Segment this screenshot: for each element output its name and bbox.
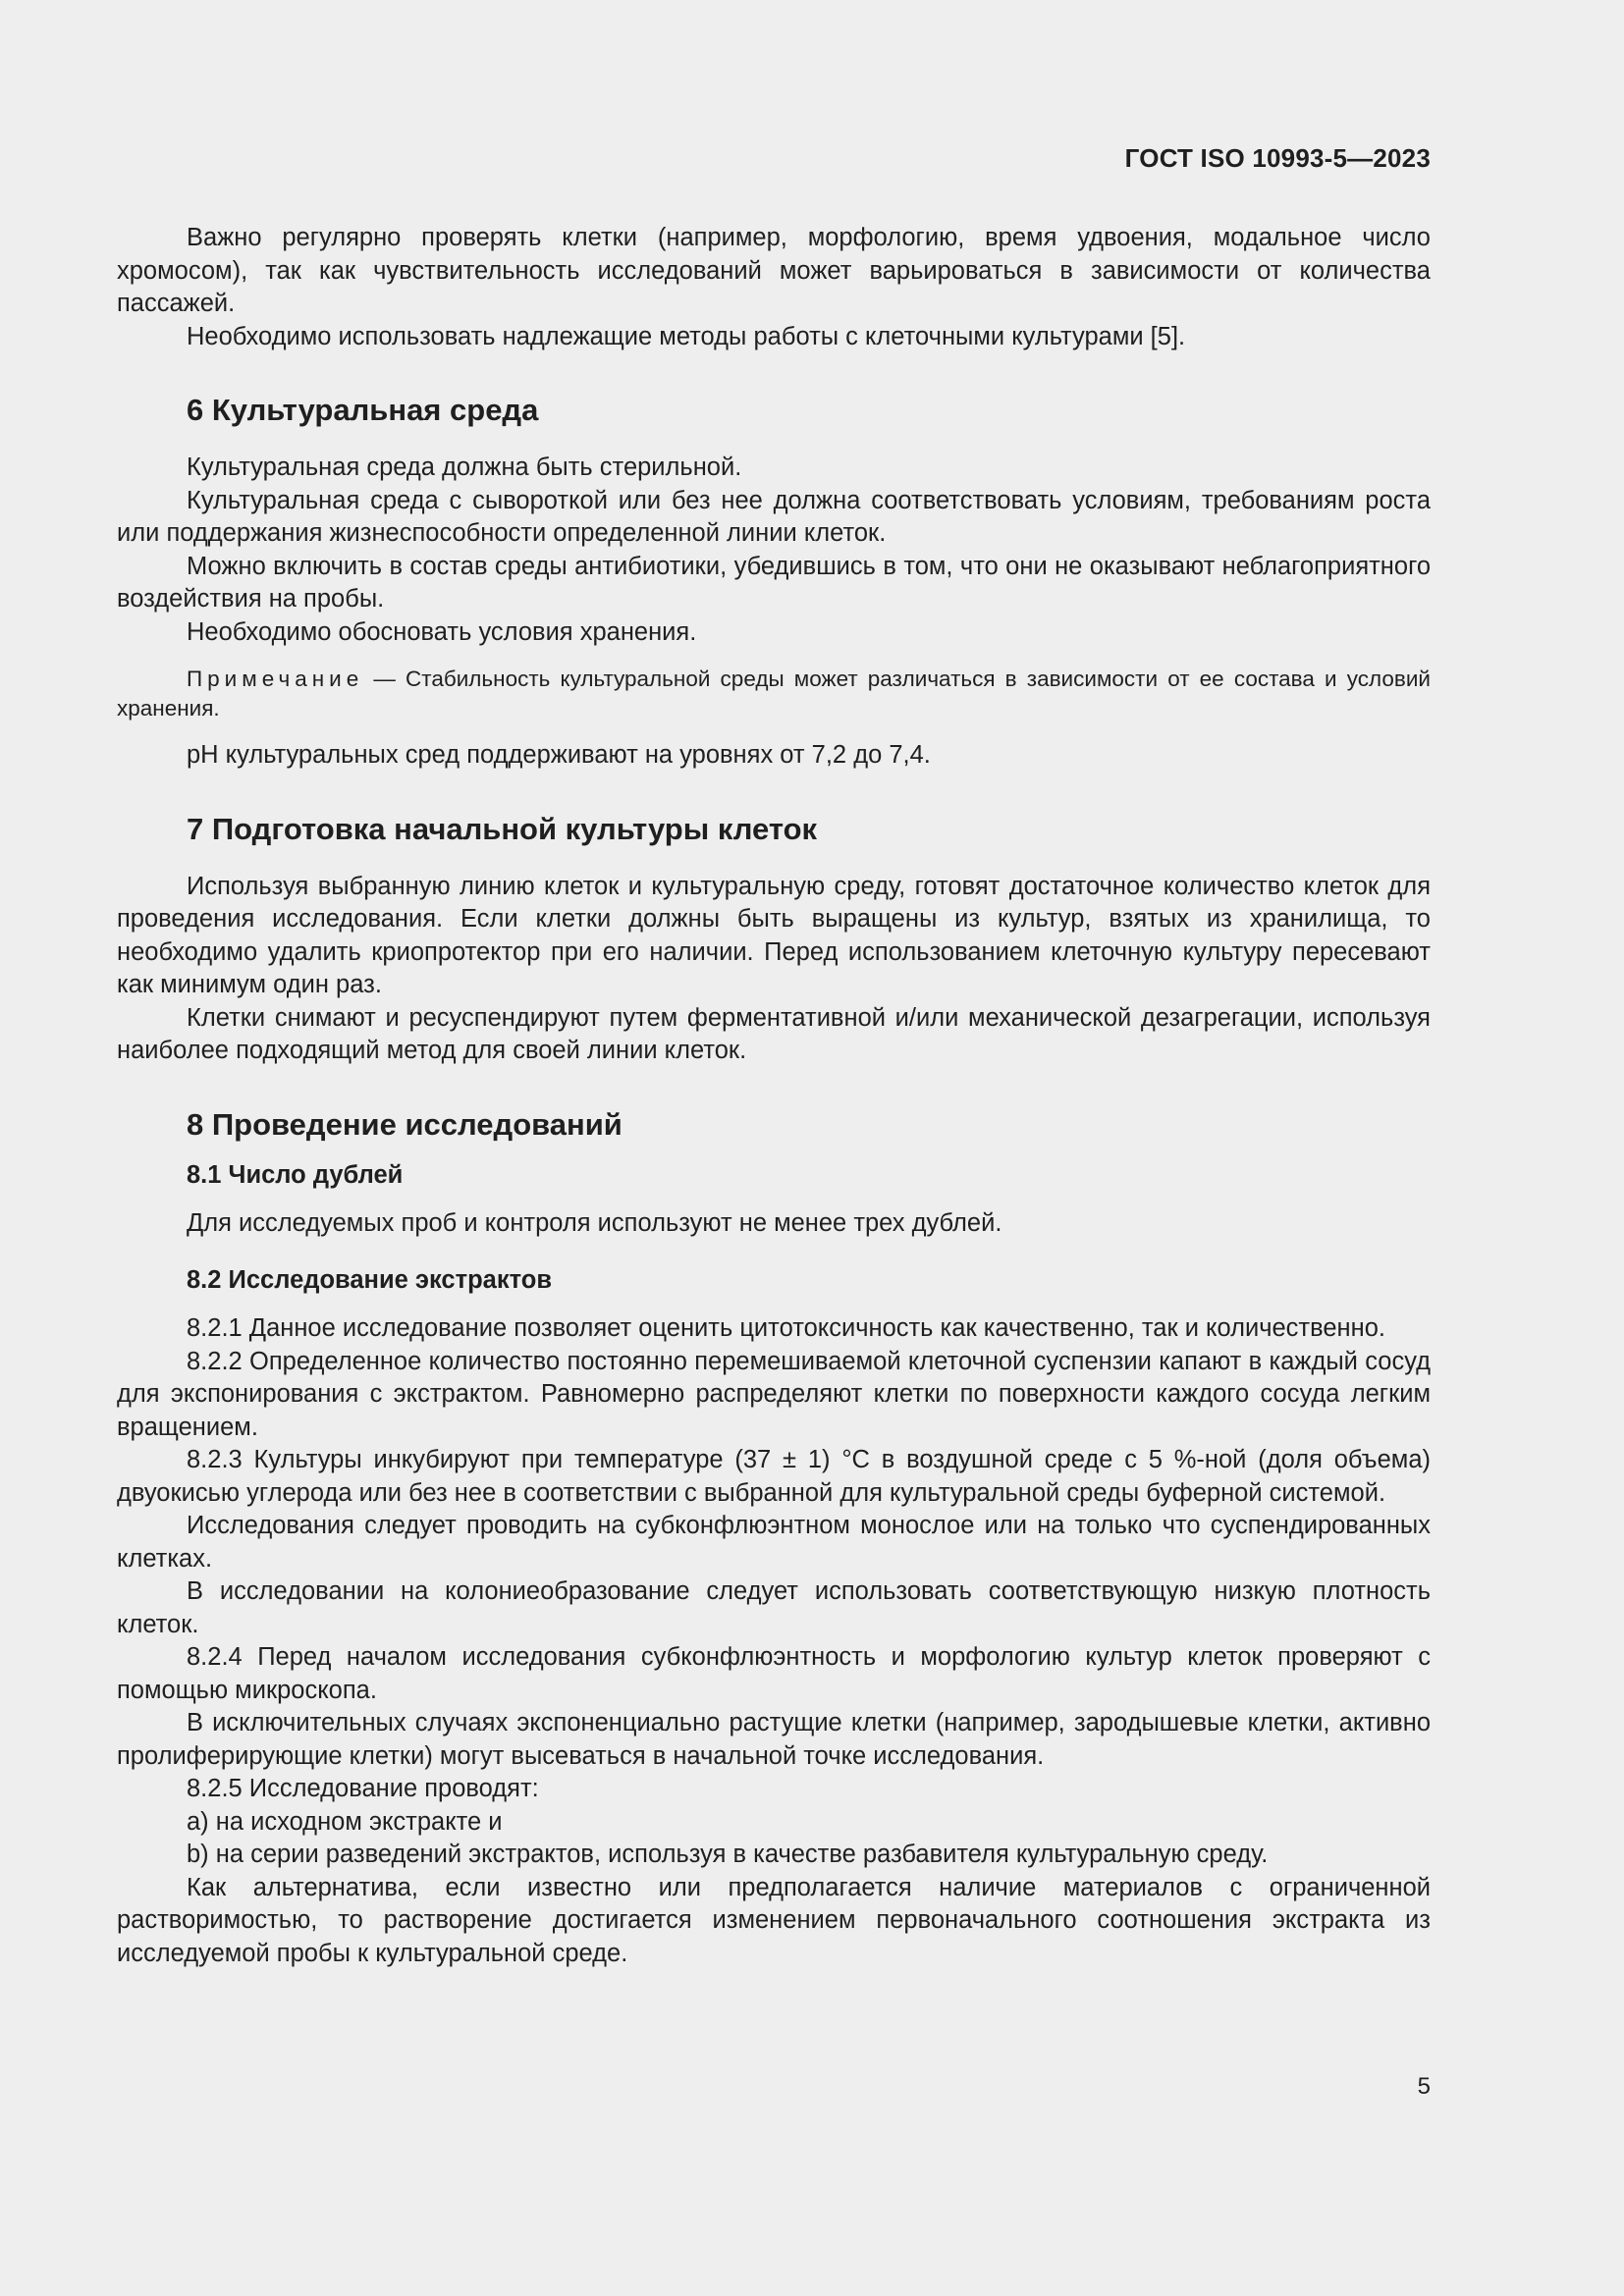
paragraph: 8.2.2 Определенное количество постоянно перемешиваемой клеточной суспензии капают в каждый сосуд для экспонирования с экстрактом. Равномерно распределяют клетки по поверхности каждого сосуда легким вращением. — [117, 1347, 1431, 1441]
section-8-title: 8 Проведение исследований — [187, 1106, 623, 1142]
paragraph: Клетки снимают и ресуспендируют путем ферментативной и/или механической дезагрегации, используя наиболее подходящий метод для своей линии клеток. — [117, 1003, 1431, 1064]
section-6-title: 6 Культуральная среда — [187, 393, 539, 427]
section-7-title: 7 Подготовка начальной культуры клеток — [187, 811, 818, 846]
note — [117, 665, 1431, 723]
paragraph: Используя выбранную линию клеток и культуральную среду, готовят достаточное количество клеток для проведения исследования. Если клетки должны быть выращены из культур, взятых из хранилища, то необходимо удалить криопротектор при его наличии. Перед использованием клеточную культуру пересевают как минимум один раз. — [117, 872, 1431, 998]
paragraph: Для исследуемых проб и контроля используют не менее трех дублей. — [187, 1208, 1002, 1237]
document-header-id: ГОСТ ISO 10993-5—2023 — [1124, 143, 1431, 173]
paragraph: Культуральная среда должна быть стерильной. — [187, 454, 742, 481]
paragraph: Необходимо использовать надлежащие методы работы с клеточными культурами [5]. — [187, 322, 1186, 350]
list-item: b) на серии разведений экстрактов, используя в качестве разбавителя культуральную среду. — [187, 1841, 1269, 1868]
paragraph: 8.2.1 Данное исследование позволяет оценить цитотоксичность как качественно, так и количественно. — [187, 1314, 1385, 1342]
document-body — [117, 222, 1431, 1970]
paragraph: Культуральная среда с сывороткой или без нее должна соответствовать условиям, требованиям роста или поддержания жизнеспособности определенной линии клеток. — [117, 486, 1431, 547]
paragraph: Можно включить в состав среды антибиотики, убедившись в том, что они не оказывают неблагоприятного воздействия на пробы. — [117, 552, 1431, 613]
paragraph: 8.2.5 Исследование проводят: — [187, 1775, 539, 1802]
paragraph: 8.2.4 Перед началом исследования субконфлюэнтность и морфологию культур клеток проверяют с помощью микроскопа. — [117, 1643, 1431, 1704]
paragraph: В исключительных случаях экспоненциально растущие клетки (например, зародышевые клетки, активно пролиферирующие клетки) могут высеваться в начальной точке исследования. — [117, 1709, 1431, 1770]
paragraph: В исследовании на колониеобразование следует использовать соответствующую низкую плотность клеток. — [117, 1577, 1431, 1638]
subsection-8-2-title: 8.2 Исследование экстрактов — [187, 1266, 553, 1294]
note-text: — Стабильность культуральной среды может различаться в зависимости от ее состава и условий хранения. — [117, 667, 1431, 721]
paragraph: 8.2.3 Культуры инкубируют при температуре (37 ± 1) °С в воздушной среде с 5 %-ной (доля объема) двуокисью углерода или без нее в соответствии с выбранной для культуральной среды буферной системой. — [117, 1446, 1431, 1507]
paragraph: pH культуральных сред поддерживают на уровнях от 7,2 до 7,4. — [187, 741, 931, 769]
note-label: Примечание — [187, 667, 364, 691]
page-number: 5 — [1417, 2073, 1431, 2100]
paragraph: Как альтернатива, если известно или предполагается наличие материалов с ограниченной растворимостью, то растворение достигается изменением первоначального соотношения экстракта из исследуемой пробы к культуральной среде. — [117, 1873, 1431, 1967]
paragraph: Необходимо обосновать условия хранения. — [187, 617, 697, 646]
list-item: a) на исходном экстракте и — [187, 1807, 503, 1836]
paragraph: Исследования следует проводить на субконфлюэнтном монослое или на только что суспендированных клетках. — [117, 1512, 1431, 1573]
paragraph: Важно регулярно проверять клетки (например, морфологию, время удвоения, модальное число хромосом), так как чувствительность исследований может варьироваться в зависимости от количества пассажей. — [117, 224, 1431, 317]
subsection-8-1-title: 8.1 Число дублей — [187, 1160, 404, 1189]
